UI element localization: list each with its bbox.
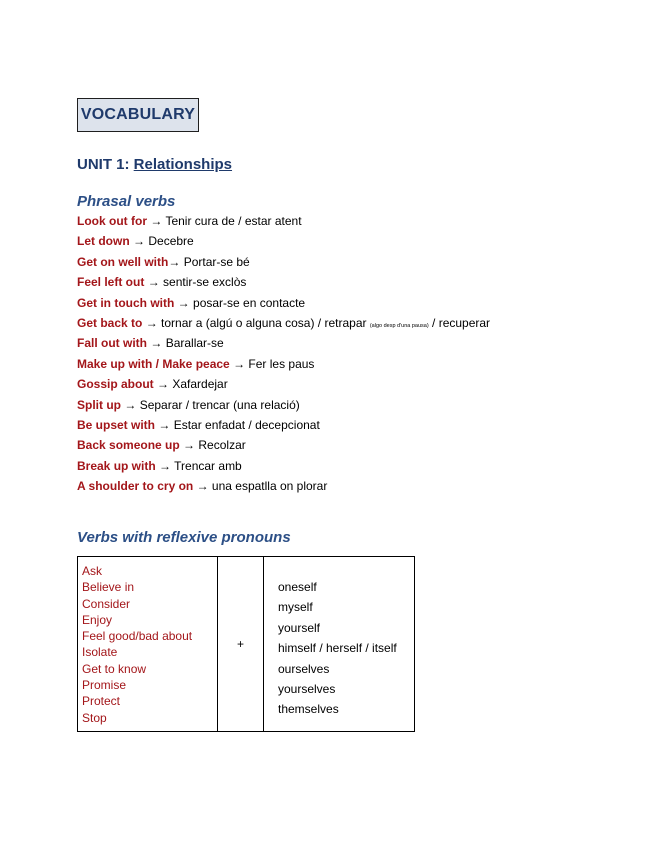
definition: posar-se en contacte <box>193 295 306 310</box>
term: Get on well with <box>77 254 169 269</box>
arrow: → <box>168 254 181 269</box>
definition: Trencar amb <box>174 458 242 473</box>
definition: Tenir cura de / estar atent <box>165 214 302 228</box>
definition: Decebre <box>148 234 194 249</box>
phrasal-verbs-heading: Phrasal verbs <box>77 193 176 210</box>
list-item <box>77 435 490 455</box>
term: Get back to <box>77 315 143 330</box>
arrow: → <box>147 275 160 290</box>
term: Look out for <box>77 214 147 228</box>
arrow: → <box>233 356 246 371</box>
table-cell-verb: Consider <box>82 596 131 611</box>
definition: Barallar-se <box>165 336 224 351</box>
term: Be upset with <box>77 417 156 432</box>
arrow: → <box>159 458 172 473</box>
reflexive-table <box>77 556 415 732</box>
table-cell-pronoun: themselves <box>278 702 339 717</box>
term: Break up with <box>77 458 156 473</box>
list-item <box>77 272 490 292</box>
list-item <box>77 231 490 251</box>
definition: Fer les paus <box>248 356 315 371</box>
definition: tornar a (algú o alguna cosa) / retrapar <box>161 315 367 330</box>
unit-heading <box>77 156 232 173</box>
page-title: VOCABULARY <box>77 98 199 132</box>
list-item <box>77 211 490 231</box>
list-item <box>77 415 490 435</box>
definition: Separar / trencar (una relació) <box>139 397 300 412</box>
arrow: → <box>150 214 163 228</box>
definition: Estar enfadat / decepcionat <box>173 417 320 432</box>
arrow: → <box>157 377 170 392</box>
list-item <box>77 293 490 313</box>
definition: una espatlla on plorar <box>211 479 328 494</box>
list-item <box>77 374 490 394</box>
table-cell-verb: Enjoy <box>82 612 113 627</box>
list-item <box>77 252 490 272</box>
table-cell-pronoun: yourselves <box>278 681 336 696</box>
definition: Xafardejar <box>172 377 228 392</box>
table-cell-verb: Feel good/bad about <box>82 629 193 644</box>
term: Gossip about <box>77 377 154 392</box>
table-cell-verb: Isolate <box>82 645 118 660</box>
term: Split up <box>77 397 121 412</box>
term: Feel left out <box>77 275 145 290</box>
definition: Portar-se bé <box>183 254 250 269</box>
table-cell-pronoun: oneself <box>278 580 317 594</box>
plus-column <box>218 557 264 731</box>
list-item <box>77 395 490 415</box>
term: Make up with / Make peace <box>77 356 230 371</box>
unit-topic: Relationships <box>133 156 233 173</box>
arrow: → <box>183 438 196 453</box>
table-cell-pronoun: ourselves <box>278 661 330 676</box>
term: Let down <box>77 234 130 249</box>
term: Back someone up <box>77 438 180 453</box>
definition-extra: / recuperar <box>432 315 491 330</box>
verbs-column <box>78 557 218 731</box>
list-item <box>77 476 490 496</box>
arrow: → <box>158 417 171 432</box>
arrow: → <box>150 336 163 351</box>
table-cell-verb: Stop <box>82 710 107 725</box>
definition: sentir-se exclòs <box>163 275 247 290</box>
unit-label: UNIT 1: <box>77 156 130 173</box>
pronouns-column <box>264 557 414 731</box>
table-cell-verb: Promise <box>82 678 127 693</box>
arrow: → <box>177 295 190 310</box>
table-cell-pronoun: himself / herself / itself <box>278 641 397 656</box>
table-cell-verb: Get to know <box>82 661 147 676</box>
plus-sign: + <box>236 637 244 651</box>
term: A shoulder to cry on <box>77 479 194 494</box>
term: Fall out with <box>77 336 147 351</box>
arrow: → <box>133 234 146 249</box>
list-item <box>77 333 490 353</box>
arrow: → <box>196 479 209 494</box>
arrow: → <box>124 397 137 412</box>
phrasal-verbs-list <box>77 211 490 496</box>
term: Get in touch with <box>77 295 175 310</box>
table-cell-pronoun: myself <box>278 600 313 615</box>
list-item <box>77 456 490 476</box>
table-cell-verb: Ask <box>82 564 103 578</box>
table-cell-pronoun: yourself <box>278 620 321 635</box>
definition-note: (algo desp d'una pausa) <box>369 322 429 329</box>
list-item <box>77 354 490 374</box>
definition: Recolzar <box>198 438 246 453</box>
reflexive-heading: Verbs with reflexive pronouns <box>77 529 291 546</box>
list-item <box>77 313 490 333</box>
table-cell-verb: Believe in <box>82 580 135 595</box>
table-cell-verb: Protect <box>82 694 121 709</box>
arrow: → <box>145 315 158 330</box>
